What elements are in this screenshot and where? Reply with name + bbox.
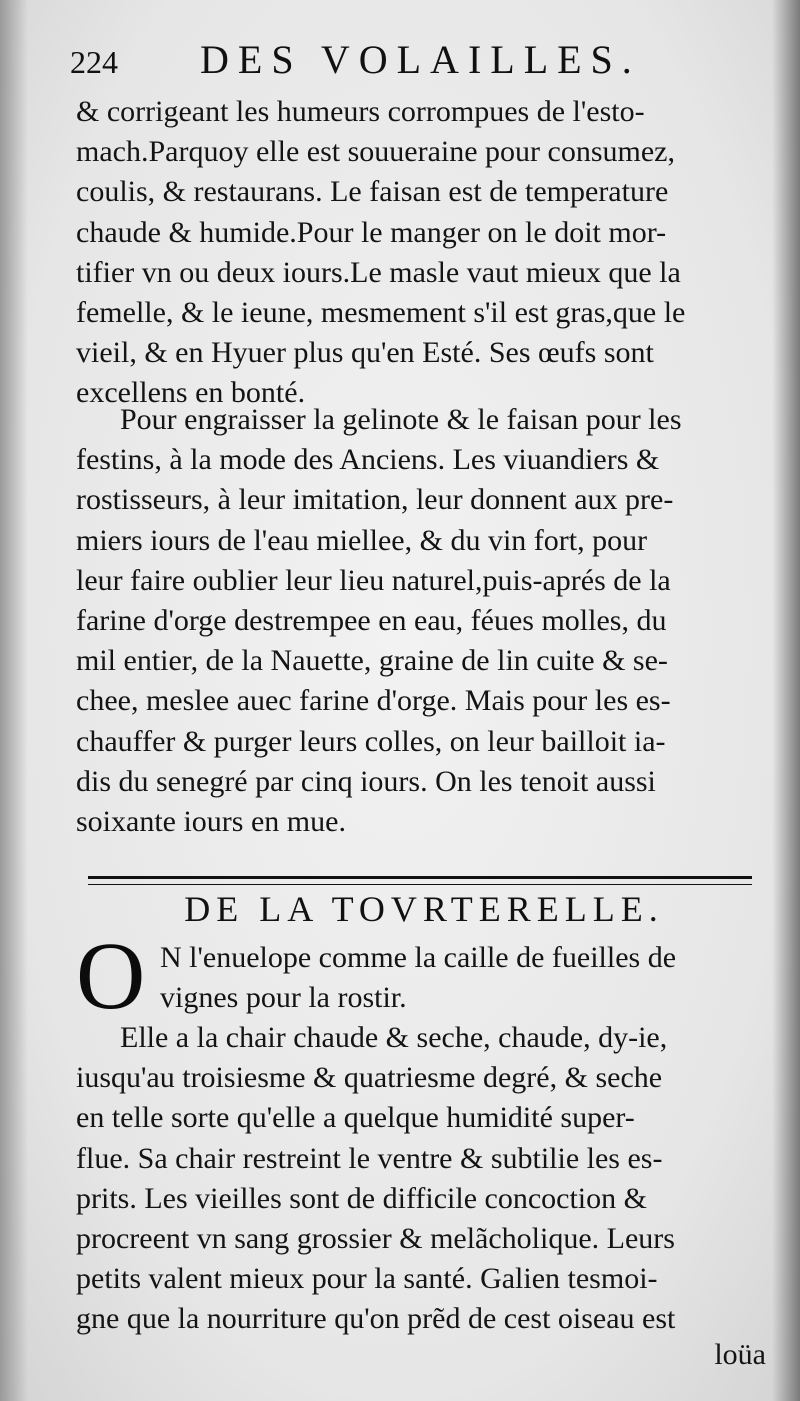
text-line: chaude & humide.Pour le manger on le doit mor- [76,215,667,249]
section-title: DE LA TOVRTERELLE. [184,889,664,929]
text-line: vieil, & en Hyuer plus qu'en Esté. Ses œufs sont [76,336,654,370]
paragraph-tourterelle [76,1018,766,1340]
text-line: excellens en bonté. [76,376,306,410]
paragraph-faisan [76,92,766,414]
text-line: Elle a la chair chaude & seche, chaude, dy-ie, [120,1021,668,1054]
left-page-shadow [0,0,28,1401]
text-line: flue. Sa chair restreint le ventre & subtilie les es- [76,1141,663,1175]
text-line: & corrigeant les humeurs corrompues de l'esto- [76,95,645,128]
text-line: coulis, & restaurans. Le faisan est de temperature [76,175,669,209]
text-line: iusqu'au troisiesme & quatriesme degré, & seche [76,1061,663,1095]
text-line: Pour engraisser la gelinote & le faisan pour les [120,403,682,436]
text-line: gne que la nourriture qu'on prẽd de cest oiseau est [76,1302,676,1336]
text-line: dis du senegré par cinq iours. On les tenoit aussi [76,764,656,798]
text-line: vignes pour la rostir. [160,981,407,1015]
text-line: festins, à la mode des Anciens. Les viuandiers & [76,443,660,477]
paragraph-engraisser [76,400,766,842]
text-line: procreent vn sang grossier & melãcholique. Leurs [76,1221,675,1255]
section-divider [88,876,752,885]
text-line: mach.Parquoy elle est souueraine pour consumez, [76,135,675,169]
text-line: chauffer & purger leurs colles, on leur bailloit ia- [76,724,666,758]
running-head: DES VOLAILLES. [200,37,641,82]
section-opening [160,938,766,1018]
text-line: mil entier, de la Nauette, graine de lin cuite & se- [76,644,668,678]
page-number: 224 [70,44,118,80]
text-line: petits valent mieux pour la santé. Galien tesmoi- [76,1262,658,1296]
drop-cap: O [76,922,146,1029]
catchword: loüa [714,1338,766,1371]
text-line: miers iours de l'eau miellee, & du vin fort, pour [76,523,648,557]
text-line: farine d'orge destrempee en eau, féues molles, du [76,603,667,637]
text-line: prits. Les vieilles sont de difficile concoction & [76,1181,647,1215]
text-line: leur faire oublier leur lieu naturel,puis-aprés de la [76,563,671,597]
right-page-shadow [772,0,800,1401]
text-line: chee, meslee auec farine d'orge. Mais pour les es- [76,684,671,718]
text-line: rostisseurs, à leur imitation, leur donnent aux pre- [76,483,674,517]
text-line: tifier vn ou deux iours.Le masle vaut mieux que la [76,255,681,289]
text-line: N l'enuelope comme la caille de fueilles de [160,941,677,974]
text-line: femelle, & le ieune, mesmement s'il est gras,que le [76,295,686,329]
page-header [70,36,760,88]
text-line: soixante iours en mue. [76,804,346,838]
text-line: en telle sorte qu'elle a quelque humidité super- [76,1101,635,1135]
